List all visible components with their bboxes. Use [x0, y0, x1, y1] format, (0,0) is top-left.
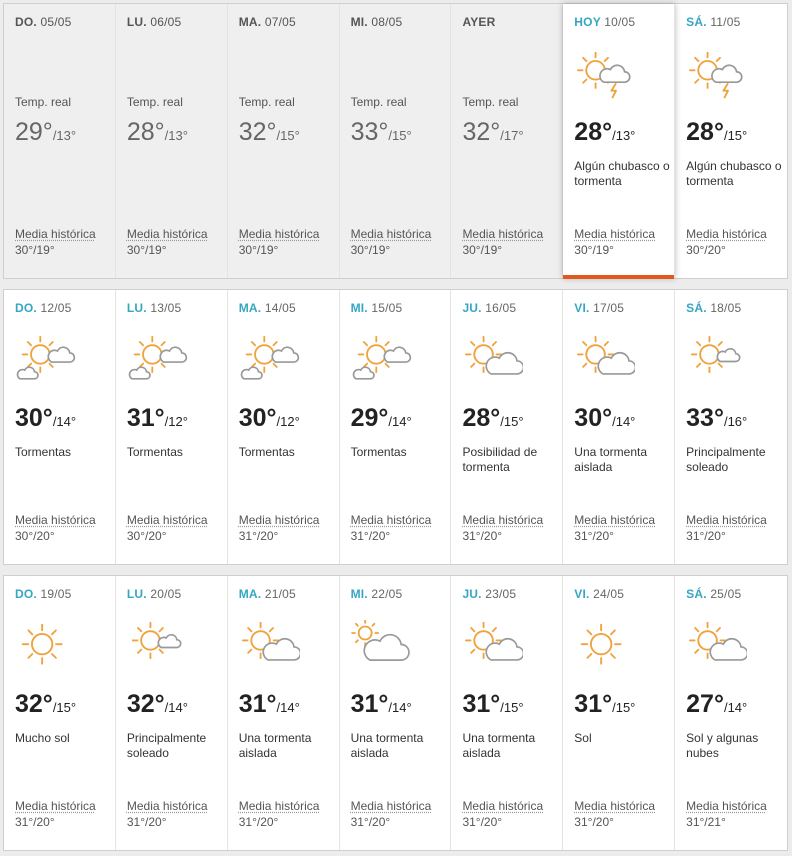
day-date: 10/05: [604, 15, 636, 29]
day-card[interactable]: [4, 576, 116, 850]
day-header: [239, 301, 296, 315]
historical-label: Media histórica: [686, 227, 767, 241]
forecast-description: Tormentas: [126, 445, 183, 459]
historical-label: Media histórica: [126, 227, 208, 241]
forecast-description: Tormentas: [15, 445, 72, 459]
temperature: [686, 118, 747, 147]
temperature: [574, 404, 635, 433]
historical-value: 30°/19°: [574, 243, 614, 257]
day-header: [127, 15, 182, 29]
historical-value: 31°/20°: [350, 529, 391, 543]
max-temp: 30°: [574, 404, 613, 432]
day-name: HOY: [574, 15, 601, 29]
day-name: DO.: [15, 301, 37, 315]
partly-cloudy-icon: [683, 620, 747, 672]
day-date: 16/05: [485, 301, 517, 315]
historical-average: [462, 798, 543, 830]
temperature: [15, 690, 76, 719]
historical-value: 30°/19°: [238, 243, 279, 257]
temperature: [15, 118, 76, 147]
day-name: VI.: [574, 301, 590, 315]
partly-cloudy-icon: [571, 334, 635, 386]
day-card[interactable]: [116, 4, 228, 278]
historical-average: [462, 512, 543, 544]
max-temp: 31°: [126, 404, 165, 432]
day-card[interactable]: [675, 290, 787, 564]
week-row-1: [3, 3, 788, 279]
min-temp: /14°: [723, 700, 748, 715]
historical-average: [351, 226, 432, 258]
max-temp: 27°: [686, 690, 724, 718]
historical-label: Media histórica: [238, 513, 320, 527]
day-name: SÁ.: [686, 15, 707, 29]
temperature: [462, 404, 523, 433]
day-date: 22/05: [371, 587, 403, 601]
temperature: [351, 404, 412, 433]
temperature: [462, 690, 523, 719]
day-card[interactable]: [563, 4, 675, 278]
day-header: [574, 587, 624, 601]
historical-average: [686, 798, 767, 830]
day-date: 19/05: [40, 587, 72, 601]
historical-label: Media histórica: [15, 799, 96, 813]
temperature: [574, 690, 635, 719]
day-name: VI.: [574, 587, 590, 601]
sun-cloud-thunder-icon: [683, 48, 747, 100]
day-card[interactable]: [116, 290, 228, 564]
day-card[interactable]: [563, 576, 675, 850]
historical-average: [574, 226, 655, 258]
historical-label: Media histórica: [15, 513, 96, 527]
day-name: MI.: [350, 15, 368, 29]
historical-average: [239, 226, 320, 258]
temperature: [127, 404, 188, 433]
forecast-description: Tormentas: [350, 445, 407, 459]
day-header: [686, 301, 741, 315]
day-header: [15, 15, 72, 29]
historical-average: [351, 512, 432, 544]
min-temp: /15°: [276, 128, 300, 143]
day-header: [462, 587, 516, 601]
historical-value: 31°/20°: [15, 815, 55, 829]
historical-value: 31°/20°: [238, 815, 279, 829]
day-name: MI.: [350, 587, 368, 601]
min-temp: /13°: [52, 128, 77, 143]
max-temp: 29°: [15, 118, 53, 146]
day-header: [351, 587, 403, 601]
day-header: [15, 587, 72, 601]
day-name: MA.: [238, 301, 262, 315]
temperature: [127, 690, 188, 719]
historical-label: Media histórica: [462, 227, 544, 241]
partly-cloudy-icon: [236, 620, 300, 672]
day-card[interactable]: [451, 576, 563, 850]
day-name: SÁ.: [686, 587, 707, 601]
historical-average: [127, 226, 208, 258]
partly-cloudy-icon: [459, 620, 523, 672]
forecast-description: Sol y algunas nubes: [686, 731, 759, 760]
day-date: 17/05: [593, 301, 625, 315]
forecast-description: Mucho sol: [15, 731, 70, 745]
forecast-description: Una tormenta aislada: [574, 445, 647, 474]
historical-average: [15, 512, 96, 544]
day-name: DO.: [15, 15, 37, 29]
temperature: [686, 404, 747, 433]
historical-label: Media histórica: [462, 799, 544, 813]
day-date: 23/05: [485, 587, 517, 601]
cloud-icon: [348, 620, 412, 672]
historical-label: Media histórica: [350, 227, 432, 241]
day-name: JU.: [462, 587, 482, 601]
historical-average: [15, 798, 96, 830]
temperature: [686, 690, 747, 719]
forecast-description: Una tormenta aislada: [350, 731, 424, 760]
real-temp-label: Temp. real: [126, 95, 183, 109]
historical-value: 30°/20°: [15, 529, 55, 543]
temperature: [574, 118, 635, 147]
min-temp: /15°: [500, 414, 524, 429]
min-temp: /14°: [164, 700, 188, 715]
max-temp: 32°: [15, 690, 53, 718]
min-temp: /13°: [612, 128, 636, 143]
temperature: [127, 118, 188, 147]
temperature: [239, 690, 300, 719]
day-date: 21/05: [264, 587, 296, 601]
forecast-description: Algún chubasco o tormenta: [686, 159, 782, 188]
historical-average: [239, 512, 320, 544]
day-header: [462, 15, 495, 29]
temperature: [462, 118, 523, 147]
min-temp: /15°: [52, 700, 77, 715]
day-date: 07/05: [264, 15, 296, 29]
historical-value: 30°/20°: [686, 243, 726, 257]
day-card[interactable]: [675, 4, 787, 278]
day-card[interactable]: [675, 576, 787, 850]
historical-label: Media histórica: [574, 799, 655, 813]
week-row-3: [3, 575, 788, 851]
historical-value: 31°/20°: [350, 815, 391, 829]
day-name: MI.: [350, 301, 368, 315]
min-temp: /14°: [612, 414, 636, 429]
day-date: 15/05: [371, 301, 403, 315]
max-temp: 28°: [462, 404, 501, 432]
forecast-description: Principalmente soleado: [686, 445, 766, 474]
day-card[interactable]: [451, 4, 563, 278]
historical-value: 31°/20°: [462, 815, 503, 829]
historical-average: [574, 798, 655, 830]
real-temp-label: Temp. real: [350, 95, 407, 109]
temperature: [15, 404, 76, 433]
day-date: 20/05: [150, 587, 182, 601]
day-card[interactable]: [4, 4, 116, 278]
day-date: 11/05: [710, 15, 741, 29]
historical-value: 30°/19°: [126, 243, 167, 257]
historical-value: 31°/20°: [238, 529, 279, 543]
historical-label: Media histórica: [350, 799, 432, 813]
max-temp: 31°: [574, 690, 613, 718]
historical-label: Media histórica: [126, 799, 208, 813]
min-temp: /15°: [612, 700, 636, 715]
day-name: SÁ.: [686, 301, 707, 315]
day-date: 18/05: [710, 301, 742, 315]
temperature: [239, 118, 300, 147]
historical-average: [686, 512, 767, 544]
max-temp: 31°: [462, 690, 501, 718]
day-name: LU.: [126, 15, 147, 29]
historical-label: Media histórica: [574, 227, 655, 241]
historical-label: Media histórica: [574, 513, 655, 527]
sun-clouds-icon: [348, 334, 412, 386]
partly-cloudy-icon: [459, 334, 523, 386]
day-card[interactable]: [4, 290, 116, 564]
day-header: [574, 15, 635, 29]
max-temp: 33°: [686, 404, 724, 432]
historical-value: 31°/21°: [686, 815, 726, 829]
historical-value: 31°/20°: [686, 529, 726, 543]
day-date: 14/05: [264, 301, 296, 315]
day-name: MA.: [238, 15, 262, 29]
mostly-sunny-icon: [124, 620, 188, 672]
day-card[interactable]: [228, 576, 340, 850]
day-card[interactable]: [228, 290, 340, 564]
historical-average: [351, 798, 432, 830]
day-name: DO.: [15, 587, 37, 601]
day-date: 05/05: [40, 15, 72, 29]
forecast-description: Principalmente soleado: [126, 731, 207, 760]
historical-value: 30°/20°: [126, 529, 167, 543]
min-temp: /12°: [164, 414, 188, 429]
forecast-description: Una tormenta aislada: [462, 731, 536, 760]
max-temp: 28°: [126, 118, 165, 146]
min-temp: /16°: [723, 414, 748, 429]
day-card[interactable]: [116, 576, 228, 850]
historical-value: 30°/19°: [350, 243, 391, 257]
sun-cloud-thunder-icon: [571, 48, 635, 100]
day-date: 25/05: [710, 587, 742, 601]
day-date: 08/05: [371, 15, 403, 29]
day-header: [351, 15, 403, 29]
forecast-description: Sol: [574, 731, 592, 745]
day-card[interactable]: [563, 290, 675, 564]
min-temp: /17°: [500, 128, 524, 143]
min-temp: /12°: [276, 414, 300, 429]
historical-label: Media histórica: [686, 799, 767, 813]
max-temp: 31°: [350, 690, 389, 718]
day-card[interactable]: [340, 4, 452, 278]
day-header: [686, 15, 740, 29]
sun-clouds-icon: [236, 334, 300, 386]
historical-label: Media histórica: [462, 513, 544, 527]
sun-clouds-icon: [12, 334, 76, 386]
day-header: [127, 301, 182, 315]
min-temp: /15°: [388, 128, 412, 143]
day-name: LU.: [126, 301, 147, 315]
day-date: 06/05: [150, 15, 182, 29]
forecast-description: Posibilidad de tormenta: [462, 445, 538, 474]
day-name: LU.: [126, 587, 147, 601]
min-temp: /13°: [164, 128, 188, 143]
sun-icon: [12, 620, 76, 672]
sun-icon: [571, 620, 635, 672]
min-temp: /14°: [388, 414, 412, 429]
max-temp: 28°: [686, 118, 724, 146]
real-temp-label: Temp. real: [462, 95, 519, 109]
min-temp: /14°: [388, 700, 412, 715]
historical-average: [686, 226, 767, 258]
historical-label: Media histórica: [238, 799, 320, 813]
historical-average: [127, 512, 208, 544]
historical-value: 30°/19°: [15, 243, 55, 257]
day-name: MA.: [238, 587, 262, 601]
historical-average: [127, 798, 208, 830]
day-card[interactable]: [451, 290, 563, 564]
historical-value: 31°/20°: [126, 815, 167, 829]
day-card[interactable]: [228, 4, 340, 278]
forecast-description: Tormentas: [238, 445, 295, 459]
day-header: [239, 587, 296, 601]
temperature: [351, 690, 412, 719]
max-temp: 32°: [238, 118, 277, 146]
day-header: [15, 301, 72, 315]
forecast-description: Algún chubasco o tormenta: [574, 159, 670, 188]
day-name: JU.: [462, 301, 482, 315]
historical-average: [239, 798, 320, 830]
historical-value: 31°/20°: [574, 815, 614, 829]
max-temp: 32°: [126, 690, 165, 718]
day-header: [239, 15, 296, 29]
mostly-sunny-icon: [683, 334, 747, 386]
max-temp: 32°: [462, 118, 501, 146]
max-temp: 28°: [574, 118, 613, 146]
day-header: [351, 301, 403, 315]
day-date: 13/05: [150, 301, 182, 315]
historical-label: Media histórica: [350, 513, 432, 527]
min-temp: /15°: [500, 700, 524, 715]
forecast-description: Una tormenta aislada: [238, 731, 312, 760]
max-temp: 30°: [15, 404, 53, 432]
day-header: [127, 587, 182, 601]
day-header: [686, 587, 741, 601]
day-card[interactable]: [340, 290, 452, 564]
max-temp: 30°: [238, 404, 277, 432]
week-row-2: [3, 289, 788, 565]
temperature: [351, 118, 412, 147]
day-date: 12/05: [40, 301, 72, 315]
day-card[interactable]: [340, 576, 452, 850]
historical-label: Media histórica: [686, 513, 767, 527]
max-temp: 31°: [238, 690, 277, 718]
historical-value: 31°/20°: [574, 529, 614, 543]
historical-label: Media histórica: [15, 227, 96, 241]
historical-average: [574, 512, 655, 544]
day-date: 24/05: [593, 587, 625, 601]
historical-label: Media histórica: [126, 513, 208, 527]
historical-average: [462, 226, 543, 258]
max-temp: 33°: [350, 118, 389, 146]
historical-value: 30°/19°: [462, 243, 503, 257]
temperature: [239, 404, 300, 433]
real-temp-label: Temp. real: [15, 95, 72, 109]
min-temp: /14°: [276, 700, 300, 715]
max-temp: 29°: [350, 404, 389, 432]
sun-clouds-icon: [124, 334, 188, 386]
min-temp: /15°: [723, 128, 748, 143]
historical-label: Media histórica: [238, 227, 320, 241]
day-name: AYER: [462, 15, 496, 29]
day-header: [462, 301, 516, 315]
real-temp-label: Temp. real: [238, 95, 295, 109]
min-temp: /14°: [52, 414, 77, 429]
historical-value: 31°/20°: [462, 529, 503, 543]
day-header: [574, 301, 624, 315]
historical-average: [15, 226, 96, 258]
